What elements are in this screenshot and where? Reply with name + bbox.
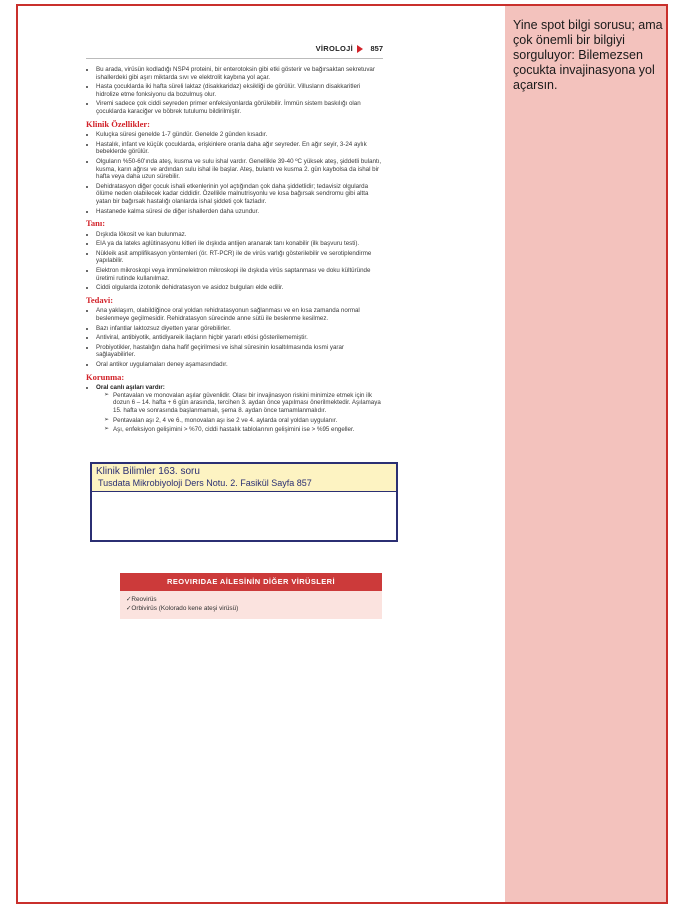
info-box-item: ✓ Reovirüs	[126, 595, 238, 604]
klinik-list	[86, 131, 383, 215]
list-item: • Oral antikor uygulamaları deney aşamasındadır.	[96, 361, 383, 369]
info-box-items	[126, 595, 238, 613]
korunma-sublist	[96, 392, 383, 434]
info-box	[120, 573, 382, 619]
list-item: • Bazı infantlar laktozsuz diyetten yarar görebilirler.	[96, 325, 383, 333]
header-title: VİROLOJİ	[315, 44, 353, 53]
list-item: • Ciddi olgularda izotonik dehidratasyon ve asidoz bulguları elde edilir.	[96, 284, 383, 292]
sidebar-note: Yine spot bilgi sorusu; ama çok önemli bir bilgiyi sorguluyor: Bilemezsen çocukta invajinasyona yol açarsın.	[513, 18, 663, 92]
sub-list-item: ➢ Aşı, enfeksiyon gelişimini > %70, ciddi hastalık tablolarının gelişimini ise > %95 engeller.	[104, 426, 383, 434]
list-item: • Dışkıda lökosit ve kan bulunmaz.	[96, 231, 383, 239]
list-item: • Elektron mikroskopi veya immünelektron mikroskopi ile dışkıda virüs saptanması ve doku kültüründe üretimi rutinde kullanılmaz.	[96, 267, 383, 282]
section-title-klinik: Klinik Özellikler:	[86, 118, 150, 129]
tedavi-list	[86, 307, 383, 368]
page-number: 857	[370, 44, 383, 53]
list-item: • Dehidratasyon diğer çocuk ishali etkenlerinin yol açtığından çok daha şiddetlidir; tedavisiz olgularda ölüme neden olabilecek kadar ciddidir. Özellikle malnutrisyonlu ve kısa bağırsak sendromu gibi altta yatan bir bağırsak hastalığı olanlarda ishal şiddeti çok fazladır.	[96, 183, 383, 206]
page-header	[86, 44, 383, 59]
source-line-2: Tusdata Mikrobiyoloji Ders Notu. 2. Fasikül Sayfa 857	[98, 478, 312, 488]
info-box-item: ✓ Orbivirüs (Kolorado kene ateşi virüsü)	[126, 604, 238, 613]
list-item: • Hastalık, infant ve küçük çocuklarda, erişkinlere oranla daha ağır seyreder. En ağır seyir, 3-24 aylık bebeklerde görülür.	[96, 141, 383, 156]
sub-list-item: ➢ Pentavalan ve monovalan aşılar güvenlidir. Olası bir invajinasyon riskini minimize etmek için ilk dozun 6 – 14. hafta + 6 gün arasında, tercihen 3. aydan önce yapılması önerilmektedir. Aşılamaya 15. hafta ve sonrasında başlanmamalı, şema 8. aydan önce tamamlanmalıdır.	[104, 392, 383, 415]
korunma-lead: Oral canlı aşıları vardır:	[96, 384, 165, 392]
page-content	[86, 66, 383, 436]
list-item: • Ana yaklaşım, olabildiğince oral yoldan rehidratasyonun sağlanması ve en kısa zamanda normal beslenmeye geçilmesidir. Rehidratasyon sürecinde anne sütü ile beslenme kesilmez.	[96, 307, 383, 322]
source-label	[92, 464, 396, 492]
list-item: • Viremi sadece çok ciddi seyreden primer enfeksiyonlarda görülebilir. İmmün sistem baskılığı olan çocuklarda karaciğer ve böbrek tutulumu bildirilmiştir.	[96, 100, 383, 115]
sub-list-item: ➢ Pentavalan aşı 2, 4 ve 6., monovalan aşı ise 2 ve 4. aylarda oral yoldan uygulanır.	[104, 417, 383, 425]
annotation-sidebar	[505, 6, 666, 902]
list-item: • Nükleik asit amplifikasyon yöntemleri (ör. RT-PCR) ile de virüs varlığı gösterilebilir ve serotiplendirme yapılabilir.	[96, 250, 383, 265]
section-title-tedavi: Tedavi:	[86, 294, 114, 305]
source-line-1: Klinik Bilimler 163. soru	[96, 466, 200, 477]
list-item	[96, 384, 383, 434]
list-item: • Antiviral, antibiyotik, antidiyareik ilaçların hiçbir yararlı etkisi gösterilememiştir.	[96, 334, 383, 342]
list-item: • EIA ya da lateks aglütinasyonu kitleri ile dışkıda antijen aranarak tanı konabilir (ilk başvuru testi).	[96, 240, 383, 248]
section-title-korunma: Korunma:	[86, 371, 125, 382]
intro-list	[86, 66, 383, 116]
info-box-title: REOVIRIDAE AİLESİNİN DİĞER VİRÜSLERİ	[120, 573, 382, 591]
list-item: • Bu arada, virüsün kodladığı NSP4 proteini, bir enterotoksin gibi etki gösterir ve bağırsaktan sekretuvar ishallerdeki gibi aşırı miktarda sıvı ve elektrolit kaybına yol açar.	[96, 66, 383, 81]
list-item: • Hastanede kalma süresi de diğer ishallerden daha uzundur.	[96, 208, 383, 216]
arrow-icon	[357, 45, 363, 53]
tani-list	[86, 231, 383, 292]
list-item: • Probiyotikler, hastalığın daha hafif geçirilmesi ve ishal süresinin kısaltılmasında kısmi yarar sağlayabilirler.	[96, 344, 383, 359]
korunma-list	[86, 384, 383, 434]
list-item: • Kuluçka süresi genelde 1-7 gündür. Genelde 2 günden kısadır.	[96, 131, 383, 139]
list-item: • Olguların %50-60'ında ateş, kusma ve sulu ishal vardır. Genellikle 39-40 ºC yüksek ateş, şiddetli bulantı, kusma, karın ağrısı ve ardından sulu ishal ile başlar. Ateş, bulantı ve kusma 2. gün kaybolsa da ishal bir hafta veya daha uzun sürebilir.	[96, 158, 383, 181]
section-title-tani: Tanı:	[86, 218, 106, 229]
list-item: • Hasta çocuklarda iki hafta süreli laktaz (disakkaridaz) eksikliği de görülür. Villusların disakkaritleri hidrolize etme fonksiyonu da bozulmuş olur.	[96, 83, 383, 98]
source-highlight-box	[90, 462, 398, 542]
